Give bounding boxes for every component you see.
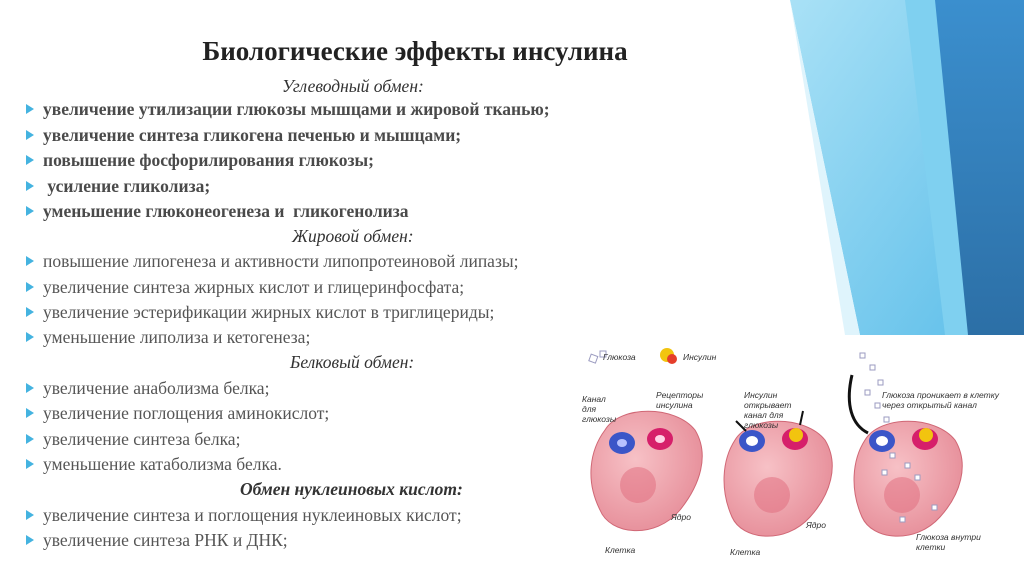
- bullet-icon: [26, 155, 34, 165]
- bullet-icon: [26, 332, 34, 342]
- list-item: повышение фосфорилирования глюкозы;: [26, 150, 374, 171]
- insulin-molecule-icon: [919, 428, 933, 442]
- list-item: увеличение анаболизма белка;: [26, 378, 269, 399]
- label-nucleus-2: Ядро: [806, 520, 826, 530]
- list-item: увеличение синтеза гликогена печенью и мышцами;: [26, 125, 461, 146]
- label-glucose: Глюкоза: [603, 352, 636, 362]
- bullet-icon: [26, 459, 34, 469]
- list-item: уменьшение катаболизма белка.: [26, 454, 282, 475]
- list-item: увеличение поглощения аминокислот;: [26, 403, 329, 424]
- nucleus-icon: [620, 467, 656, 503]
- bullet-icon: [26, 510, 34, 520]
- section-heading-protein: Белковый обмен:: [290, 352, 415, 372]
- list-item: увеличение синтеза жирных кислот и глицеринфосфата;: [26, 277, 464, 298]
- label-glucose-enters: Глюкоза проникает в клетку через открытый канал: [882, 390, 999, 410]
- arrow-icon: [849, 375, 868, 433]
- section-heading-nucleic: Обмен нуклеиновых кислот:: [240, 479, 463, 499]
- bullet-icon: [26, 104, 34, 114]
- nucleus-icon: [754, 477, 790, 513]
- page-title: Биологические эффекты инсулина: [202, 36, 628, 66]
- label-glucose-inside: Глюкоза внутри клетки: [916, 532, 981, 552]
- section-heading-lipid: Жировой обмен:: [292, 226, 414, 246]
- label-cell-2: Клетка: [730, 547, 761, 557]
- label-cell-1: Клетка: [605, 545, 636, 555]
- list-item: увеличение синтеза и поглощения нуклеиновых кислот;: [26, 505, 462, 526]
- insulin-legend-icon: [660, 348, 677, 364]
- bullet-icon: [26, 408, 34, 418]
- section-heading-carbohydrate: Углеводный обмен:: [282, 76, 424, 96]
- list-item: увеличение эстерификации жирных кислот в триглицериды;: [26, 302, 494, 323]
- bullet-icon: [26, 307, 34, 317]
- bullet-icon: [26, 282, 34, 292]
- bullet-icon: [26, 383, 34, 393]
- list-item: увеличение синтеза РНК и ДНК;: [26, 530, 288, 551]
- list-item: увеличение синтеза белка;: [26, 429, 240, 450]
- bullet-icon: [26, 535, 34, 545]
- label-insulin-receptors: Рецепторы инсулина: [656, 390, 704, 410]
- label-nucleus-1: Ядро: [671, 512, 691, 522]
- label-insulin-opens: Инсулин открывает канал для глюкозы: [744, 390, 792, 430]
- list-item: усиление гликолиза;: [26, 176, 210, 197]
- bullet-icon: [26, 206, 34, 216]
- nucleus-icon: [884, 477, 920, 513]
- bullet-icon: [26, 434, 34, 444]
- label-insulin: Инсулин: [683, 352, 717, 362]
- bullet-icon: [26, 130, 34, 140]
- list-item: уменьшение глюконеогенеза и гликогенолиза: [26, 201, 409, 222]
- label-glucose-channel: Канал для глюкозы: [582, 394, 617, 424]
- bullet-icon: [26, 256, 34, 266]
- list-item: уменьшение липолиза и кетогенеза;: [26, 327, 310, 348]
- list-item: повышение липогенеза и активности липопротеиновой липазы;: [26, 251, 518, 272]
- insulin-molecule-icon: [789, 428, 803, 442]
- list-item: увеличение утилизации глюкозы мышцами и жировой тканью;: [26, 99, 550, 120]
- bullet-icon: [26, 181, 34, 191]
